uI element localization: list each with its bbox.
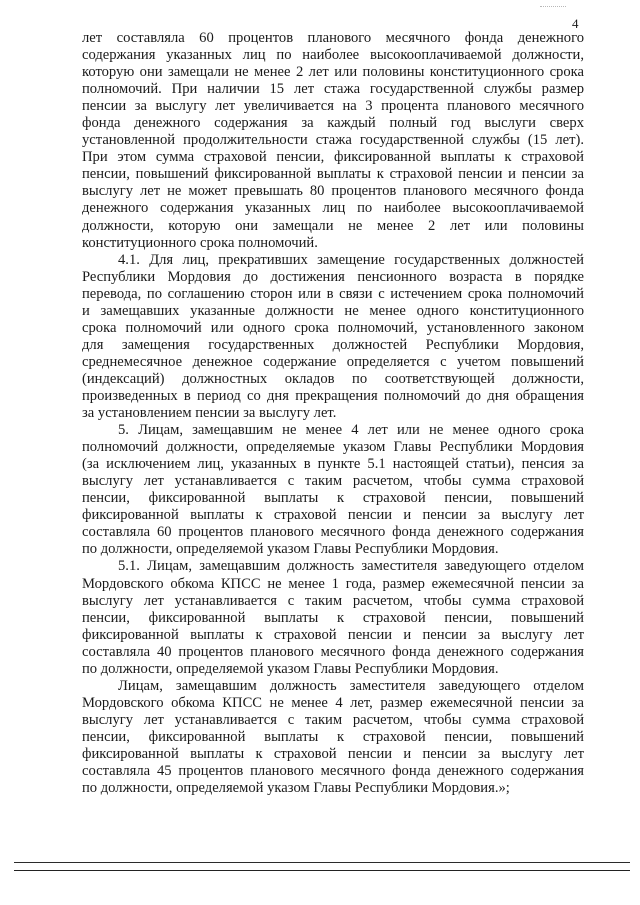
text-line: полномочий должности, определяемые указом Главы Республики Мордовия <box>82 439 584 456</box>
text-line: составляла 40 процентов планового месячного фонда денежного содержания <box>82 643 584 660</box>
page-number: 4 <box>572 16 579 31</box>
text-line: пенсии, фиксированной выплаты к страховой пенсии, повышений <box>82 728 584 745</box>
text-line: и замещавших указанные должности не менее одного конституционного <box>82 302 584 319</box>
text-line: которую они замещали не менее 2 лет или половины конституционного срока <box>82 64 584 81</box>
text-line: составляла 45 процентов планового месячного фонда денежного содержания <box>82 763 584 780</box>
document-body <box>82 30 584 797</box>
text-line: выслугу лет устанавливается с таким расчетом, чтобы сумма страховой <box>82 711 584 728</box>
text-line: 4.1. Для лиц, прекративших замещение государственных должностей <box>118 251 584 268</box>
text-line: составляла 60 процентов планового месячного фонда денежного содержания <box>82 524 584 541</box>
text-line: лет составляла 60 процентов планового месячного фонда денежного <box>82 30 584 46</box>
text-line: перевода, по соглашению сторон или в связи с истечением срока полномочий <box>82 285 584 302</box>
text-line: Республики Мордовия до достижения пенсионного возраста в порядке <box>82 268 584 285</box>
text-line: произведенных в период со дня прекращения полномочий до дня обращения <box>82 387 584 404</box>
text-line: Мордовского обкома КПСС не менее 4 лет, размер ежемесячной пенсии за <box>82 694 584 711</box>
text-line: конституционного срока полномочий. <box>82 234 318 251</box>
text-line: пенсии за выслугу лет увеличивается на 3 процента планового месячного <box>82 98 584 115</box>
text-line: среднемесячное денежное содержание определяется с учетом повышений <box>82 353 584 370</box>
text-line: При этом сумма страховой пенсии, фиксированной выплаты к страховой <box>82 149 584 166</box>
footer-rule-top <box>14 862 630 863</box>
text-line: Лицам, замещавшим должность заместителя заведующего отделом <box>118 677 584 694</box>
text-line: по должности, определяемой указом Главы Республики Мордовия. <box>82 660 499 677</box>
text-line: 5.1. Лицам, замещавшим должность заместителя заведующего отделом <box>118 558 584 575</box>
text-line: содержания указанных лиц по наиболее высокооплачиваемой должности, <box>82 47 584 64</box>
scan-artifact <box>540 6 566 7</box>
text-line: фиксированной выплаты к страховой пенсии и пенсии за выслугу лет <box>82 626 584 643</box>
text-line: по должности, определяемой указом Главы Республики Мордовия. <box>82 541 499 558</box>
text-line: по должности, определяемой указом Главы Республики Мордовия.»; <box>82 780 510 797</box>
text-line: для замещения государственных должностей Республики Мордовия, <box>82 336 584 353</box>
text-line: выслугу лет не может превышать 80 процентов планового месячного фонда <box>82 183 584 200</box>
text-line: за установлением пенсии за выслугу лет. <box>82 405 337 422</box>
text-line: пенсии, фиксированной выплаты к страховой пенсии, повышений <box>82 490 584 507</box>
text-line: выслугу лет устанавливается с таким расчетом, чтобы сумма страховой <box>82 592 584 609</box>
text-line: должности, которую они замещали не менее 2 лет или половины <box>82 217 584 234</box>
text-line: (за исключением лиц, указанных в пункте 5.1 настоящей статьи), пенсия за <box>82 456 584 473</box>
text-line: выслугу лет устанавливается с таким расчетом, чтобы сумма страховой <box>82 473 584 490</box>
text-line: пенсии, фиксированной выплаты к страховой пенсии, повышений <box>82 609 584 626</box>
text-line: Мордовского обкома КПСС не менее 1 года, размер ежемесячной пенсии за <box>82 575 584 592</box>
text-line: фиксированной выплаты к страховой пенсии и пенсии за выслугу лет <box>82 507 584 524</box>
text-line: денежного содержания указанных лиц по наиболее высокооплачиваемой <box>82 200 584 217</box>
text-line: фиксированной выплаты к страховой пенсии и пенсии за выслугу лет <box>82 745 584 762</box>
text-line: (индексаций) должностных окладов по соответствующей должности, <box>82 370 584 387</box>
text-line: фонда денежного содержания за каждый полный год выслуги сверх <box>82 115 584 132</box>
text-line: срока полномочий или одного срока полномочий, установленного законом <box>82 319 584 336</box>
footer-rule-bottom <box>14 870 630 871</box>
text-line: пенсии, повышений фиксированной выплаты к страховой пенсии и пенсии за <box>82 166 584 183</box>
text-line: установленной продолжительности стажа государственной службы (15 лет). <box>82 132 584 149</box>
text-line: 5. Лицам, замещавшим не менее 4 лет или не менее одного срока <box>118 422 584 439</box>
text-line: полномочий. При наличии 15 лет стажа государственной службы размер <box>82 81 584 98</box>
